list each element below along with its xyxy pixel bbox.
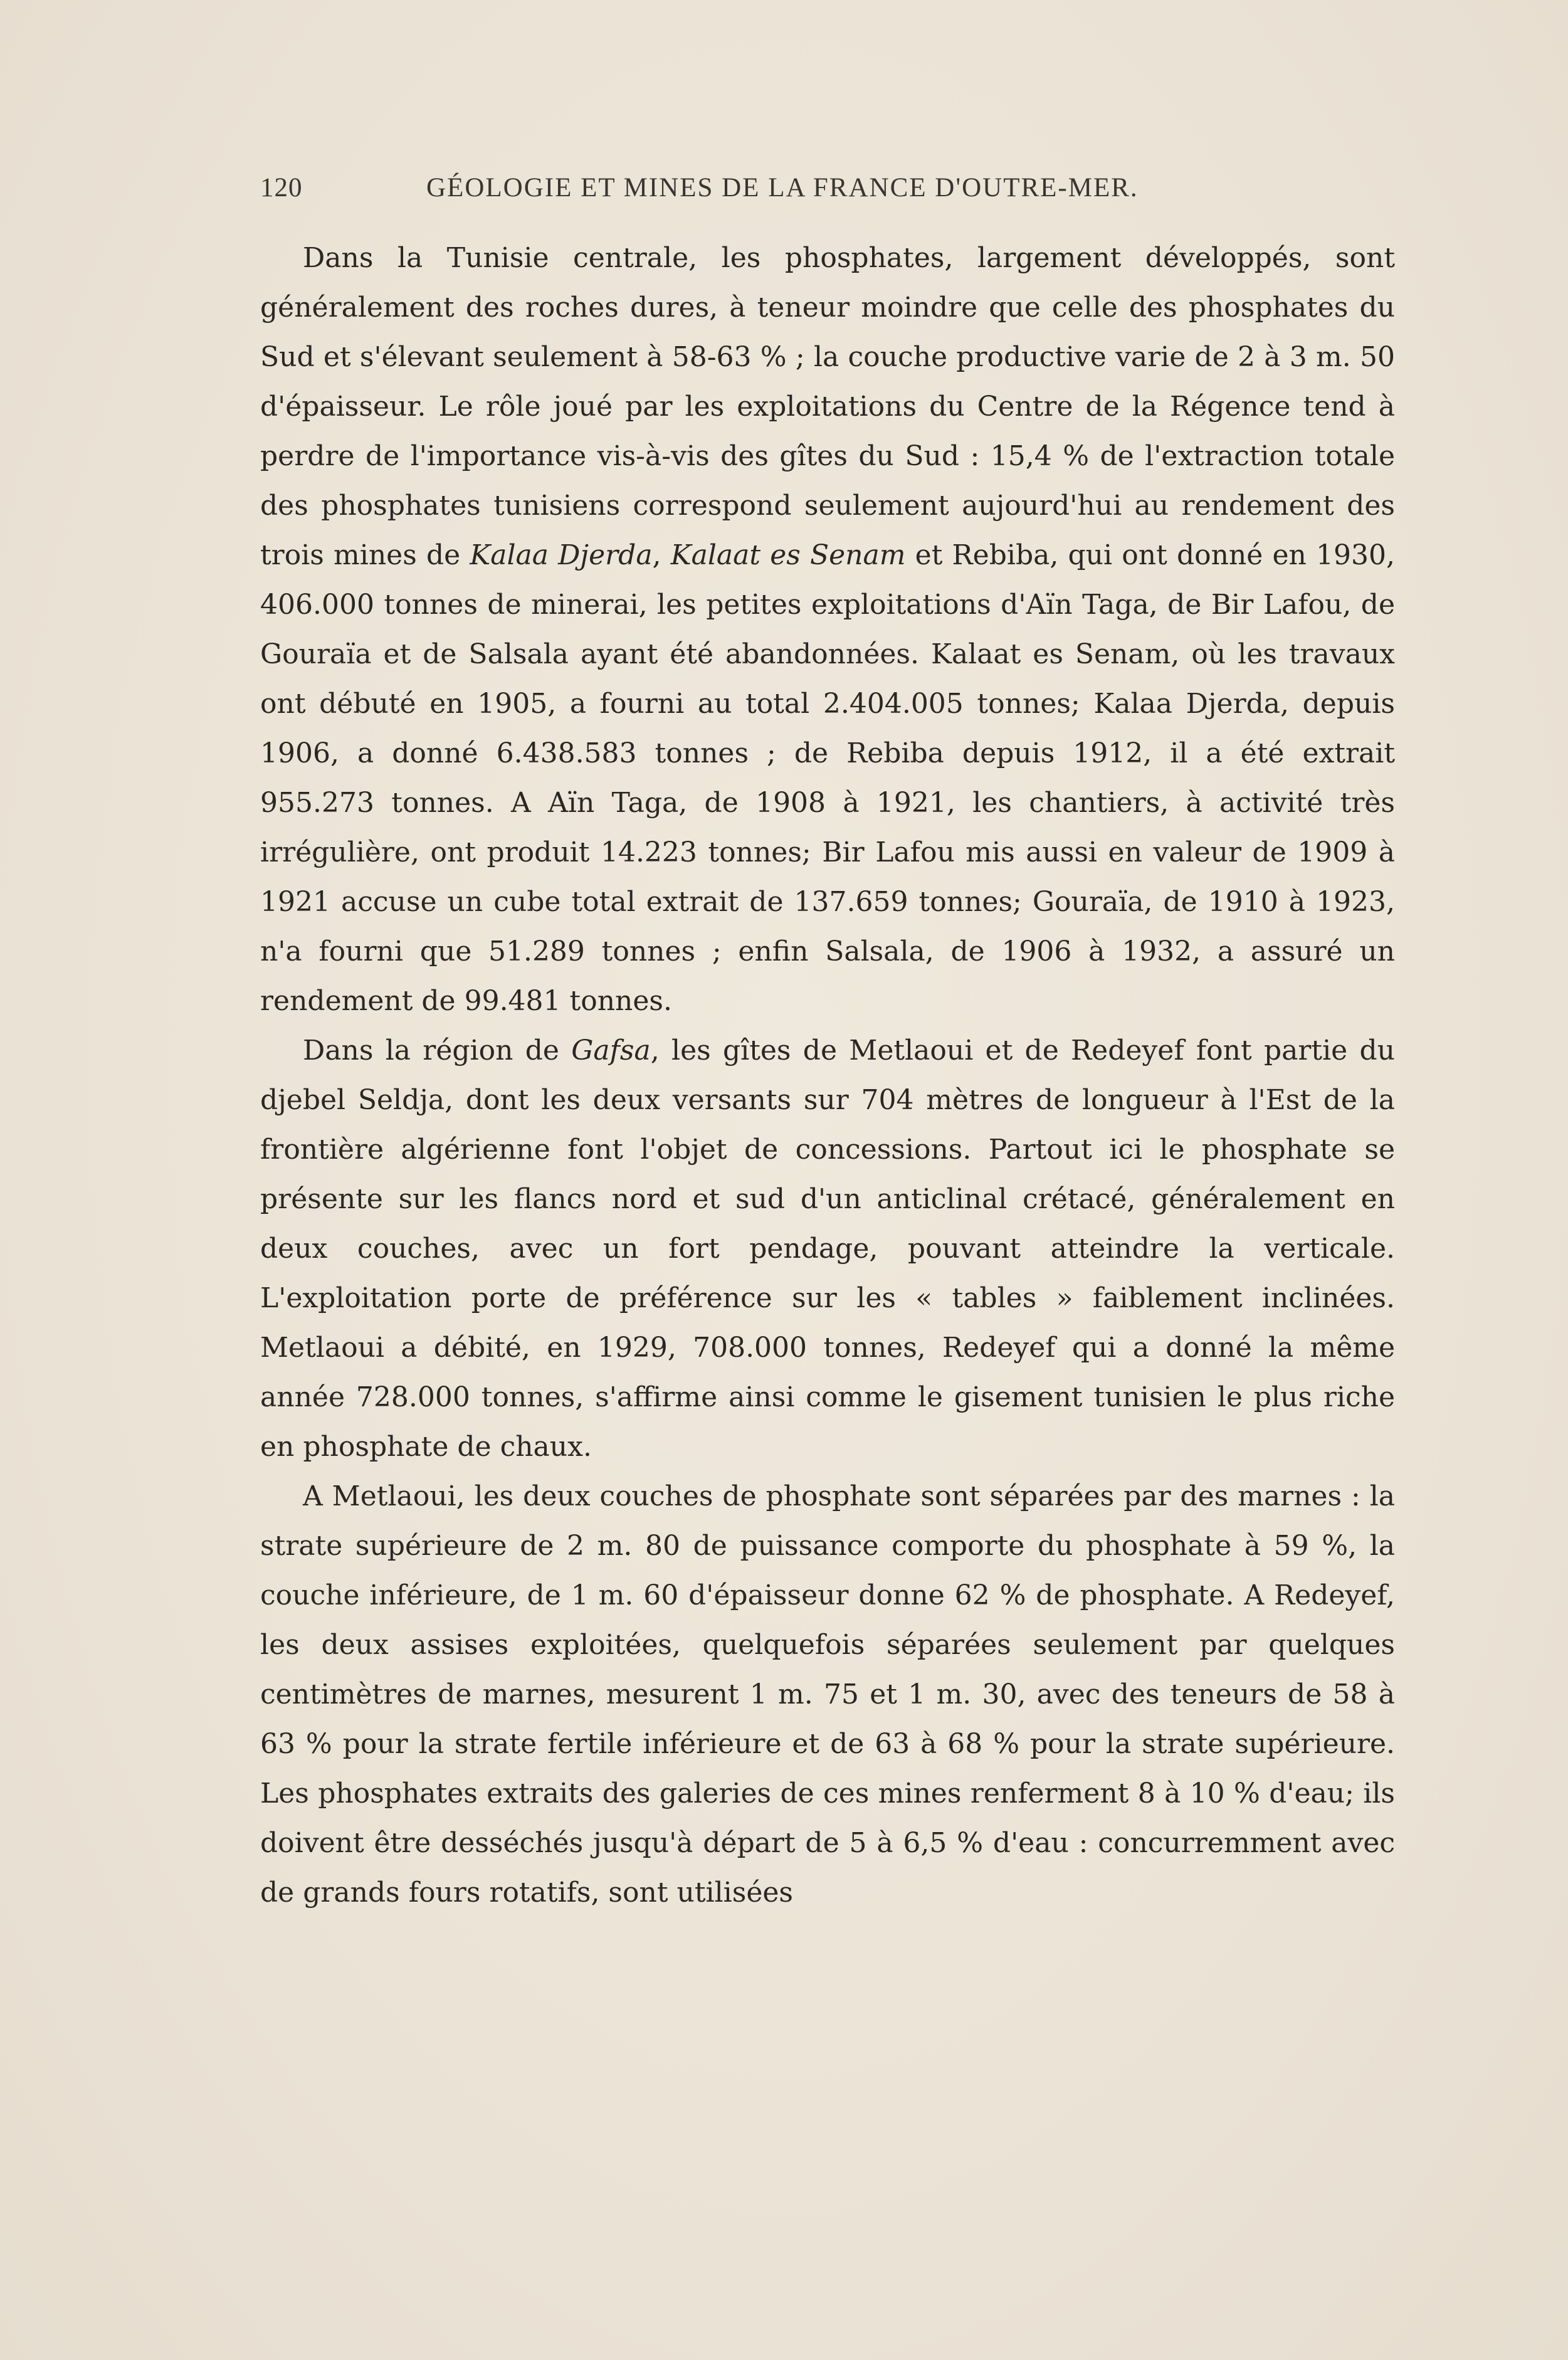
- paragraph-text: , les gîtes de Metlaoui et de Redeyef font partie du djebel Seldja, dont les deux versants sur 704 mètres de longueur à l'Est de la frontière algérienne font l'objet de concessions. Partout ici le phosphate se présente sur les flancs nord et sud d'un anticlinal crétacé, généralement en deux couches, avec un fort pendage, pouvant atteindre la verticale. L'exploitation porte de préférence sur les « tables » faiblement inclinées. Metlaoui a débité, en 1929, 708.000 tonnes, Redeyef qui a donné la même année 728.000 tonnes, s'affirme ainsi comme le gisement tunisien le plus riche en phosphate de chaux.: [260, 1035, 1395, 1463]
- paragraph-gafsa-region: [260, 1026, 1395, 1472]
- page-number: 120: [260, 173, 303, 203]
- paragraph-text: A Metlaoui, les deux couches de phosphate sont séparées par des marnes : la strate supérieure de 2 m. 80 de puissance comporte du phosphate à 59 %, la couche inférieure, de 1 m. 60 d'épaisseur donne 62 % de phosphate. A Redeyef, les deux assises exploitées, quelquefois séparées seulement par quelques centimètres de marnes, mesurent 1 m. 75 et 1 m. 30, avec des teneurs de 58 à 63 % pour la strate fertile inférieure et de 63 à 68 % pour la strate supérieure. Les phosphates extraits des galeries de ces mines renferment 8 à 10 % d'eau; ils doivent être desséchés jusqu'à départ de 5 à 6,5 % d'eau : concurremment avec de grands fours rotatifs, sont utilisées: [260, 1480, 1395, 1909]
- paragraph-text: Dans la Tunisie centrale, les phosphates, largement développés, sont généralement des roches dures, à teneur moindre que celle des phosphates du Sud et s'élevant seulement à 58-63 % ; la couche productive varie de 2 à 3 m. 50 d'épaisseur. Le rôle joué par les exploitations du Centre de la Régence tend à perdre de l'importance vis-à-vis des gîtes du Sud : 15,4 % de l'extraction totale des phosphates tunisiens correspond seulement aujourd'hui au rendement des trois mines de: [260, 242, 1395, 571]
- paragraph-central-tunisia: [260, 233, 1395, 1026]
- paragraph-text: Dans la région de: [303, 1035, 572, 1067]
- place-name-italic: Kalaa Djerda: [470, 539, 653, 571]
- paragraph-metlaoui: [260, 1472, 1395, 1917]
- place-name-italic: Gafsa: [571, 1035, 651, 1067]
- page-body: [260, 233, 1395, 1917]
- paragraph-text: ,: [652, 539, 671, 571]
- page-header: [260, 172, 1238, 210]
- running-title: GÉOLOGIE ET MINES DE LA FRANCE D'OUTRE-MER.: [426, 173, 1139, 203]
- place-name-italic: Kalaat es Senam: [670, 539, 906, 571]
- paragraph-text: et Rebiba, qui ont donné en 1930, 406.000 tonnes de minerai, les petites exploitations d'Aïn Taga, de Bir Lafou, de Gouraïa et de Salsala ayant été abandonnées. Kalaat es Senam, où les travaux ont débuté en 1905, a fourni au total 2.404.005 tonnes; Kalaa Djerda, depuis 1906, a donné 6.438.583 tonnes ; de Rebiba depuis 1912, il a été extrait 955.273 tonnes. A Aïn Taga, de 1908 à 1921, les chantiers, à activité très irrégulière, ont produit 14.223 tonnes; Bir Lafou mis aussi en valeur de 1909 à 1921 accuse un cube total extrait de 137.659 tonnes; Gouraïa, de 1910 à 1923, n'a fourni que 51.289 tonnes ; enfin Salsala, de 1906 à 1932, a assuré un rendement de 99.481 tonnes.: [260, 539, 1395, 1017]
